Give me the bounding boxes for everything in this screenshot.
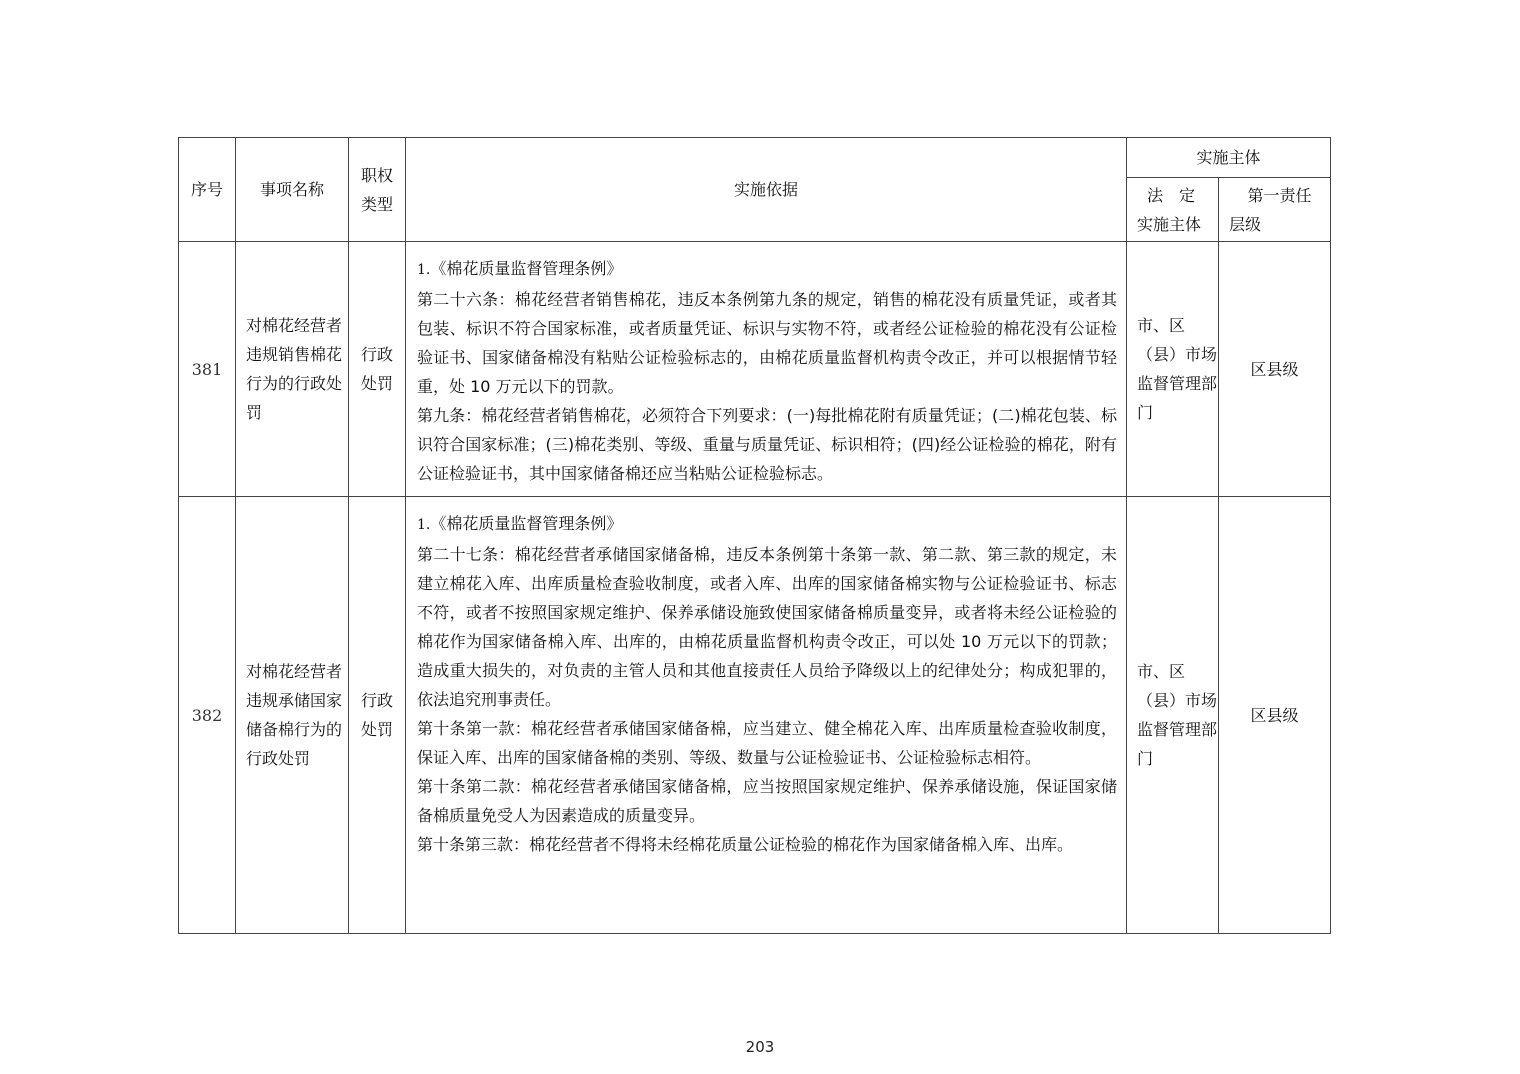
row-legal-basis xyxy=(406,497,1127,934)
row-legal-entity: 市、区（县）市场监督管理部门 xyxy=(1127,497,1219,934)
header-first-resp xyxy=(1219,178,1331,242)
header-name: 事项名称 xyxy=(236,138,349,242)
basis-article: 第九条：棉花经营者销售棉花，必须符合下列要求：(一)每批棉花附有质量凭证；(二)棉花包装、标识符合国家标准；(三)棉花类别、等级、重量与质量凭证、标识相符；(四)经公证检验的棉花，附有公证检验证书，其中国家储备棉还应当粘贴公证检验标志。 xyxy=(417,406,1117,483)
regulation-number: 1. xyxy=(417,517,431,533)
row-responsibility-level: 区县级 xyxy=(1219,242,1331,497)
header-type xyxy=(349,138,406,242)
regulation-number: 1. xyxy=(417,262,431,278)
header-type-line2: 类型 xyxy=(360,194,393,214)
row-seq: 382 xyxy=(179,497,236,934)
row-item-name: 对棉花经营者违规承储国家储备棉行为的行政处罚 xyxy=(236,497,349,934)
header-type-line1: 职权 xyxy=(360,165,393,185)
basis-article: 第十条第一款：棉花经营者承储国家储备棉，应当建立、健全棉花入库、出库质量检查验收制度，保证入库、出库的国家储备棉的类别、等级、数量与公证检验证书、公证检验标志相符。 xyxy=(417,719,1117,767)
regulation-title xyxy=(417,254,1117,285)
header-first-resp-line2: 层级 xyxy=(1229,214,1262,234)
row-authority-type xyxy=(349,497,406,934)
row-seq: 381 xyxy=(179,242,236,497)
row-legal-entity: 市、区（县）市场监督管理部门 xyxy=(1127,242,1219,497)
basis-article: 第十条第二款：棉花经营者承储国家储备棉，应当按照国家规定维护、保养承储设施，保证国家储备棉质量免受人为因素造成的质量变异。 xyxy=(417,777,1117,825)
table-row xyxy=(179,497,1331,934)
row-authority-type-line2: 处罚 xyxy=(360,374,393,393)
row-responsibility-level: 区县级 xyxy=(1219,497,1331,934)
header-row-top xyxy=(179,138,1331,178)
authority-table xyxy=(178,137,1331,934)
row-authority-type xyxy=(349,242,406,497)
header-seq: 序号 xyxy=(179,138,236,242)
header-first-resp-line1: 第一责任 xyxy=(1247,185,1312,205)
header-legal-entity xyxy=(1127,178,1219,242)
header-entity-group: 实施主体 xyxy=(1127,138,1331,178)
row-authority-type-line1: 行政 xyxy=(360,691,393,710)
header-legal-entity-line1: 法 定 xyxy=(1147,185,1196,205)
regulation-name: 《棉花质量监督管理条例》 xyxy=(430,514,623,533)
row-authority-type-line1: 行政 xyxy=(360,345,393,364)
row-authority-type-line2: 处罚 xyxy=(360,720,393,739)
row-legal-basis xyxy=(406,242,1127,497)
row-item-name: 对棉花经营者违规销售棉花行为的行政处罚 xyxy=(236,242,349,497)
table-row xyxy=(179,242,1331,497)
header-legal-entity-line2: 实施主体 xyxy=(1137,214,1202,234)
basis-article: 第二十六条：棉花经营者销售棉花，违反本条例第九条的规定，销售的棉花没有质量凭证，或者其包装、标识不符合国家标准，或者质量凭证、标识与实物不符，或者经公证检验的棉花没有公证检验证书、国家储备棉没有粘贴公证检验标志的，由棉花质量监督机构责令改正，并可以根据情节轻重，处 10 万元以下的罚款。 xyxy=(417,290,1117,396)
header-basis: 实施依据 xyxy=(406,138,1127,242)
basis-article: 第十条第三款：棉花经营者不得将未经棉花质量公证检验的棉花作为国家储备棉入库、出库。 xyxy=(417,835,1074,854)
basis-article: 第二十七条：棉花经营者承储国家储备棉，违反本条例第十条第一款、第二款、第三款的规定，未建立棉花入库、出库质量检查验收制度，或者入库、出库的国家储备棉实物与公证检验证书、标志不符，或者不按照国家规定维护、保养承储设施致使国家储备棉质量变异，或者将未经公证检验的棉花作为国家储备棉入库、出库的，由棉花质量监督机构责令改正，可以处 10 万元以下的罚款；造成重大损失的，对负责的主管人员和其他直接责任人员给予降级以上的纪律处分；构成犯罪的，依法追究刑事责任。 xyxy=(417,545,1117,709)
regulation-title xyxy=(417,509,1117,540)
regulation-name: 《棉花质量监督管理条例》 xyxy=(430,259,623,278)
page-number: 203 xyxy=(745,1038,775,1056)
